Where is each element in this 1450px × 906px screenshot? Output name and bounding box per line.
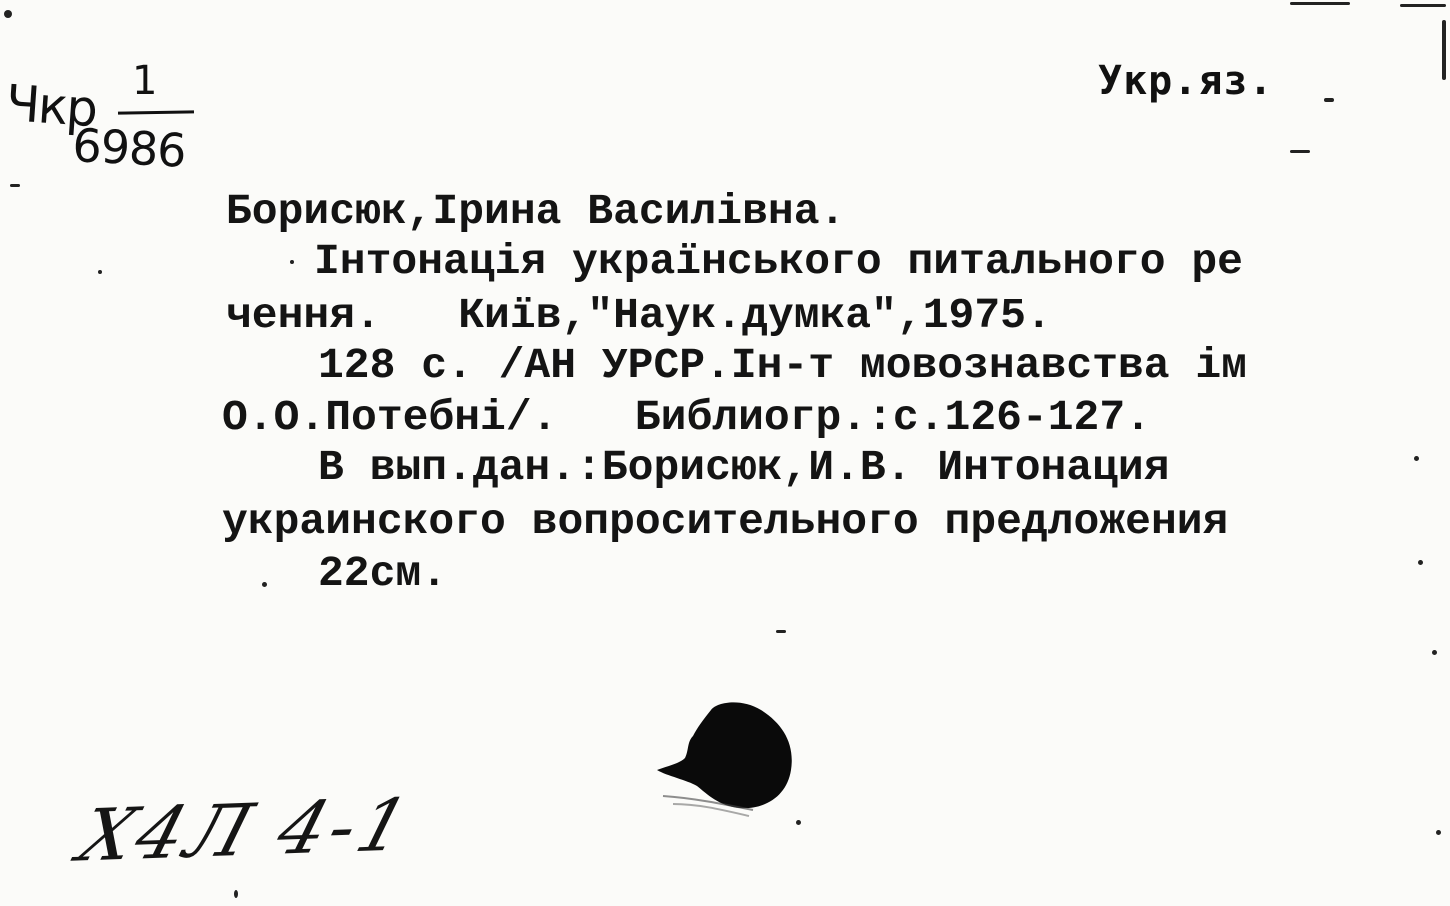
dust-speck — [1442, 20, 1446, 80]
punch-hole-icon — [653, 700, 795, 818]
physical-description-line: 128 с. /АН УРСР.Ін-т мовознавства ім — [318, 341, 1247, 390]
dust-speck — [1418, 560, 1423, 565]
dust-speck — [1414, 456, 1419, 461]
dust-speck — [1290, 150, 1310, 153]
shelfmark-prefix: Чкр — [3, 74, 98, 139]
dust-speck — [796, 820, 801, 825]
title-line-1: Інтонація українського питального ре — [314, 237, 1243, 286]
dust-speck — [4, 10, 12, 18]
title-line-2: чення. Київ,"Наук.думка",1975. — [226, 291, 1052, 340]
size-line: 22см. — [318, 549, 448, 598]
handwritten-inventory-number: Х4Л 4-1 — [70, 782, 422, 878]
shelfmark-fraction-line — [118, 110, 194, 114]
dust-speck — [234, 890, 238, 898]
dust-speck — [776, 630, 786, 633]
series-line: О.О.Потебні/. Библиогр.:с.126-127. — [222, 393, 1151, 442]
dust-speck — [98, 270, 102, 274]
author-line: Борисюк,Ірина Василівна. — [226, 187, 846, 236]
shelfmark — [3, 58, 236, 184]
dust-speck — [1400, 4, 1446, 7]
note-line-1: В вып.дан.:Борисюк,И.В. Интонация — [318, 443, 1170, 492]
dust-speck — [10, 184, 20, 187]
dust-speck — [1436, 830, 1441, 835]
section-code: Укр.яз. — [1098, 58, 1274, 104]
note-line-2: украинского вопросительного предложения — [222, 497, 1229, 546]
dust-speck — [1432, 650, 1437, 655]
shelfmark-top: 1 — [132, 58, 158, 104]
dust-speck — [1290, 2, 1350, 5]
dust-speck — [262, 582, 267, 587]
dust-speck — [290, 260, 294, 264]
dust-speck — [1324, 98, 1334, 102]
shelfmark-bottom: 6986 — [71, 118, 187, 178]
